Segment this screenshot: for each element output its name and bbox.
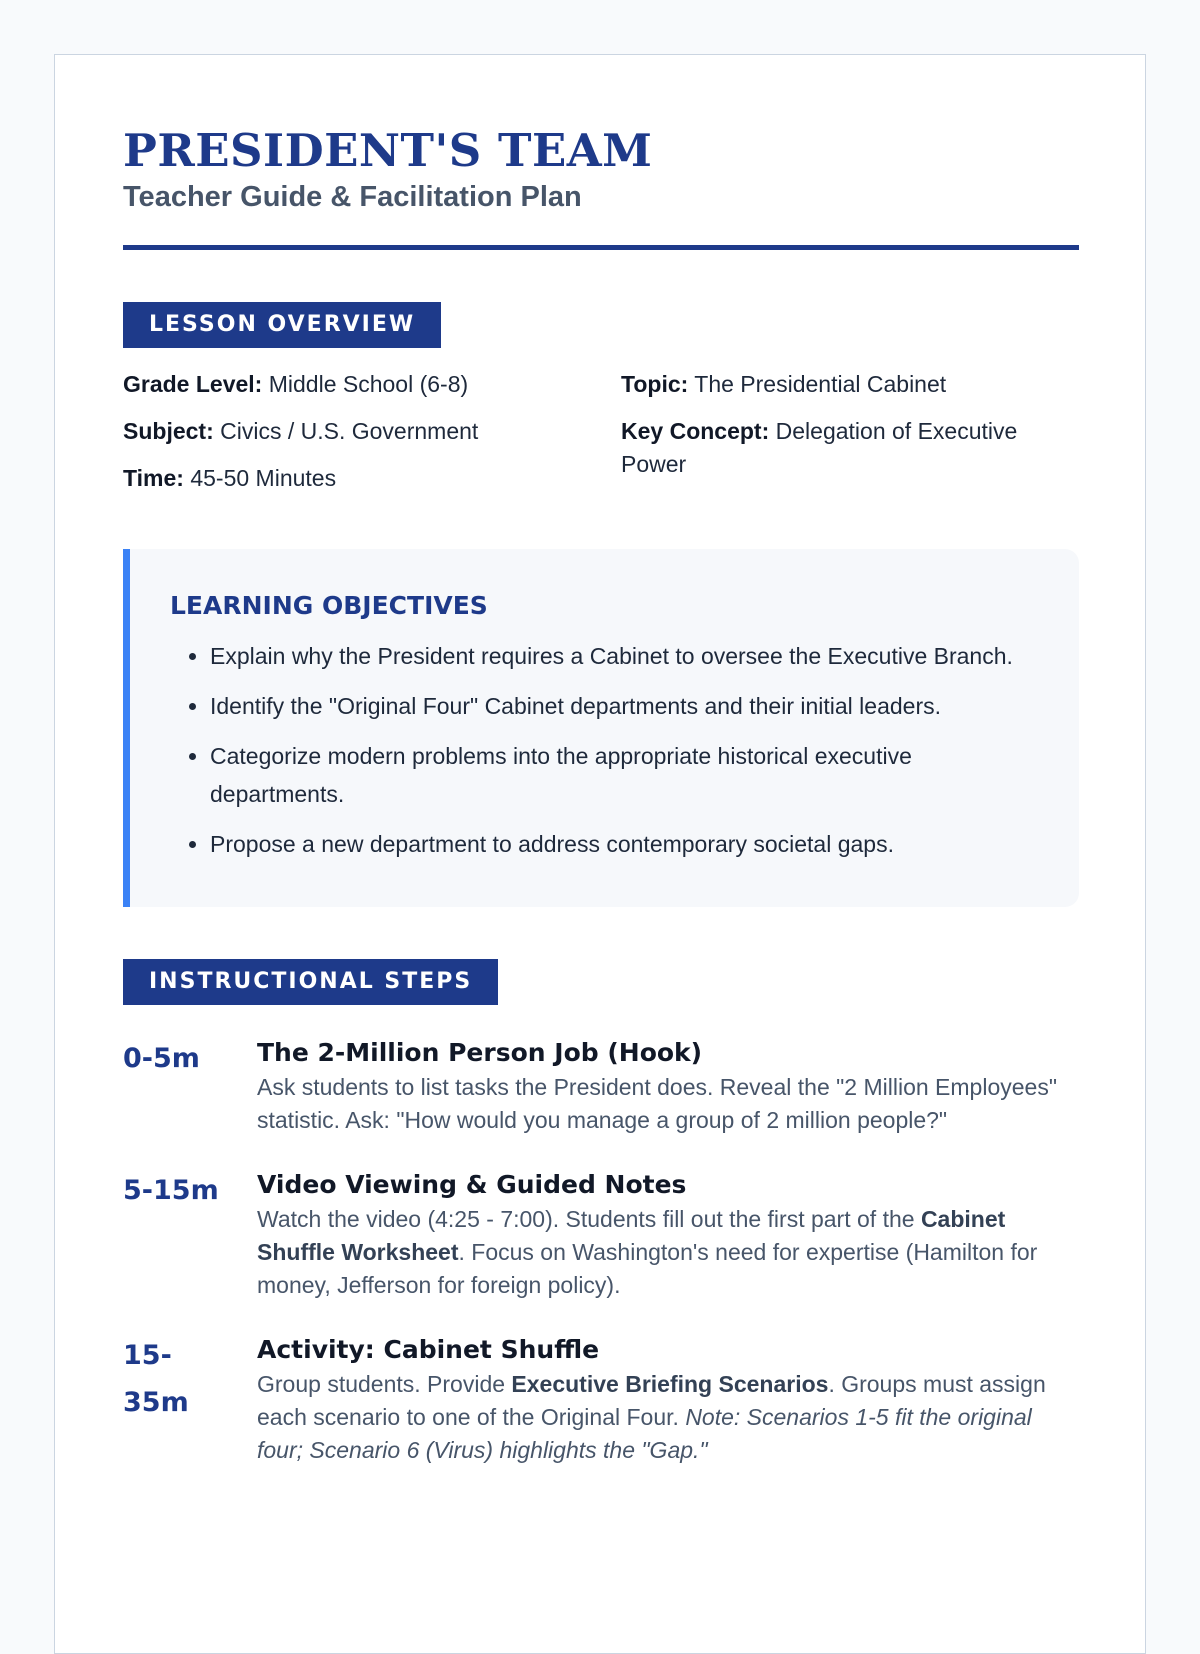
title-divider — [123, 245, 1079, 250]
instructional-step — [123, 1332, 1079, 1467]
lesson-overview-grid — [123, 368, 1079, 509]
time-key: Time: — [123, 465, 184, 491]
step-time-line: 15- — [123, 1340, 172, 1371]
step-body — [257, 1035, 1079, 1137]
page-title: PRESIDENT'S TEAM — [123, 124, 653, 177]
step-description: Ask students to list tasks the President does. Reveal the "2 Million Employees" statistic. Ask: "How would you manage a group of 2 million people?" — [257, 1074, 1057, 1133]
step-title: Video Viewing & Guided Notes — [257, 1170, 687, 1199]
instructional-step — [123, 1167, 1079, 1302]
step-time: 5-15m — [123, 1175, 219, 1206]
overview-grade-level — [123, 368, 621, 401]
step-description-text: . Focus on Washington's need for expertise (Hamilton for money, Jefferson for foreign policy). — [257, 1239, 1038, 1298]
step-description — [257, 1368, 1079, 1467]
step-body — [257, 1332, 1079, 1467]
objective-item: • Explain why the President requires a Cabinet to oversee the Executive Branch. — [210, 637, 1039, 675]
learning-objectives-title: LEARNING OBJECTIVES — [170, 591, 488, 620]
overview-right-column — [621, 368, 1079, 509]
topic-key: Topic: — [621, 371, 689, 397]
step-body — [257, 1167, 1079, 1302]
learning-objectives-list — [170, 637, 1039, 863]
document-page — [54, 54, 1146, 1654]
time-value: 45-50 Minutes — [190, 465, 337, 491]
step-description — [257, 1203, 1079, 1302]
overview-left-column — [123, 368, 621, 509]
objective-item: • Identify the "Original Four" Cabinet departments and their initial leaders. — [210, 687, 1039, 725]
topic-value: The Presidential Cabinet — [694, 371, 947, 397]
step-title: The 2-Million Person Job (Hook) — [257, 1038, 703, 1067]
subject-key: Subject: — [123, 418, 214, 444]
grade-level-key: Grade Level: — [123, 371, 263, 397]
overview-subject — [123, 415, 621, 448]
overview-topic — [621, 368, 1079, 401]
overview-time — [123, 462, 621, 495]
section-label-lesson-overview: LESSON OVERVIEW — [123, 302, 441, 348]
instructional-step — [123, 1035, 1079, 1137]
section-label-instructional-steps: INSTRUCTIONAL STEPS — [123, 959, 498, 1005]
grade-level-value: Middle School (6-8) — [268, 371, 469, 397]
step-description-text: Watch the video (4:25 - 7:00). Students fill out the first part of the — [257, 1206, 921, 1232]
document-content — [123, 123, 1079, 1467]
step-note: Note: Scenarios 1-5 fit the original four; Scenario 6 (Virus) highlights the "Gap." — [257, 1404, 1032, 1463]
step-time-line: 35m — [123, 1387, 189, 1418]
scenarios-name: Executive Briefing Scenarios — [511, 1371, 829, 1397]
worksheet-name: Cabinet Shuffle Worksheet — [257, 1206, 1006, 1265]
subject-value: Civics / U.S. Government — [220, 418, 479, 444]
page-subtitle: Teacher Guide & Facilitation Plan — [123, 181, 582, 213]
overview-key-concept — [621, 415, 1079, 481]
key-concept-key: Key Concept: — [621, 418, 770, 444]
objective-item: • Propose a new department to address contemporary societal gaps. — [210, 825, 1039, 863]
step-title: Activity: Cabinet Shuffle — [257, 1335, 600, 1364]
step-description-text: . Groups must assign each scenario to one of the Original Four. — [257, 1371, 1046, 1430]
learning-objectives-box — [123, 549, 1079, 907]
step-time: 0-5m — [123, 1043, 200, 1074]
objective-item: • Categorize modern problems into the appropriate historical executive departments. — [210, 737, 1039, 813]
step-description-text: Group students. Provide — [257, 1371, 512, 1397]
key-concept-value: Delegation of Executive Power — [621, 418, 1018, 477]
step-time — [123, 1332, 257, 1467]
